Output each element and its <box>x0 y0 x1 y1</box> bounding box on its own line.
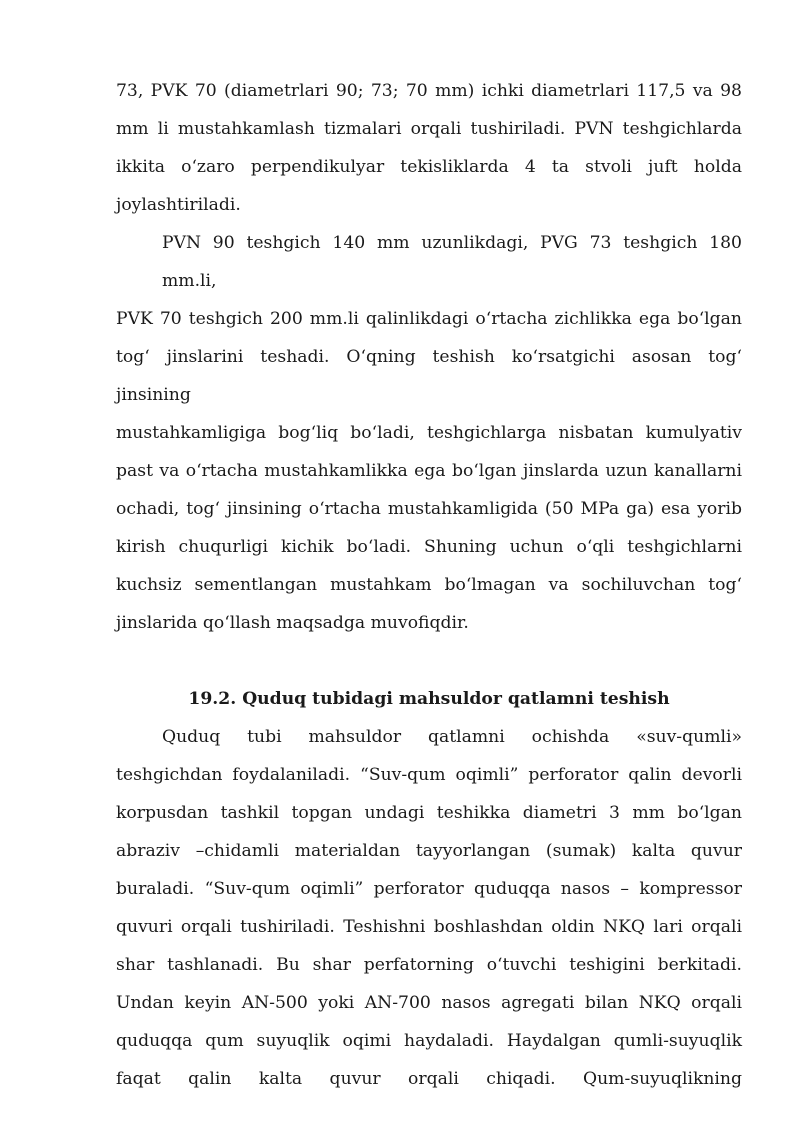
text-line: buraladi. “Suv-qum oqimli” perforator quduqqa nasos – kompressor <box>116 879 742 899</box>
text-line: PVK 70 teshgich 200 mm.li qalinlikdagi o‘rtacha zichlikka ega bo‘lgan <box>116 309 742 329</box>
text-line: jinslarida qo‘llash maqsadga muvofiqdir. <box>116 613 469 633</box>
text-line: mustahkamligiga bog‘liq bo‘ladi, teshgichlarga nisbatan kumulyativ <box>116 423 742 443</box>
text-line: teshgichdan foydalaniladi. “Suv-qum oqimli” perforator qalin devorli <box>116 765 742 785</box>
paragraph-continuation <box>116 72 742 224</box>
text-line: korpusdan tashkil topgan undagi teshikka diametri 3 mm bo‘lgan <box>116 803 742 823</box>
text-line: quvuri orqali tushiriladi. Teshishni boshlashdan oldin NKQ lari orqali <box>116 917 742 937</box>
text-line: joylashtiriladi. <box>116 195 241 215</box>
text-line: tog‘ jinslarini teshadi. O‘qning teshish ko‘rsatgichi asosan tog‘ jinsining <box>116 347 742 405</box>
text-line: PVN 90 teshgich 140 mm uzunlikdagi, PVG 73 teshgich 180 mm.li, <box>162 233 742 291</box>
document-page <box>116 72 742 1098</box>
text-line: quduqqa qum suyuqlik oqimi haydaladi. Haydalgan qumli-suyuqlik <box>116 1031 742 1051</box>
section-heading: 19.2. Quduq tubidagi mahsuldor qatlamni teshish <box>188 689 670 709</box>
text-line: past va o‘rtacha mustahkamlikka ega bo‘lgan jinslarda uzun kanallarni <box>116 461 742 481</box>
text-line: mm li mustahkamlash tizmalari orqali tushiriladi. PVN teshgichlarda <box>116 119 742 139</box>
text-line: ikkita o‘zaro perpendikulyar tekisliklarda 4 ta stvoli juft holda <box>116 157 742 177</box>
text-line: kirish chuqurligi kichik bo‘ladi. Shuning uchun o‘qli teshgichlarni <box>116 537 742 557</box>
text-line: 73, PVK 70 (diametrlari 90; 73; 70 mm) ichki diametrlari 117,5 va 98 <box>116 81 742 101</box>
text-line: Undan keyin AN-500 yoki AN-700 nasos agregati bilan NKQ orqali <box>116 993 742 1013</box>
paragraph-perforator-depth <box>116 224 742 642</box>
text-line: faqat qalin kalta quvur orqali chiqadi. Qum-suyuqlikning <box>116 1069 742 1089</box>
text-line: ochadi, tog‘ jinsining o‘rtacha mustahkamligida (50 MPa ga) esa yorib <box>116 499 742 519</box>
text-line: shar tashlanadi. Bu shar perfatorning o‘tuvchi teshigini berkitadi. <box>116 955 742 975</box>
text-line: Quduq tubi mahsuldor qatlamni ochishda «suv-qumli» <box>162 727 742 747</box>
text-line: kuchsiz sementlangan mustahkam bo‘lmagan va sochiluvchan tog‘ <box>116 575 742 595</box>
paragraph-sand-jet <box>116 718 742 1098</box>
section-spacer <box>116 642 742 680</box>
text-line: abraziv –chidamli materialdan tayyorlangan (sumak) kalta quvur <box>116 841 742 861</box>
